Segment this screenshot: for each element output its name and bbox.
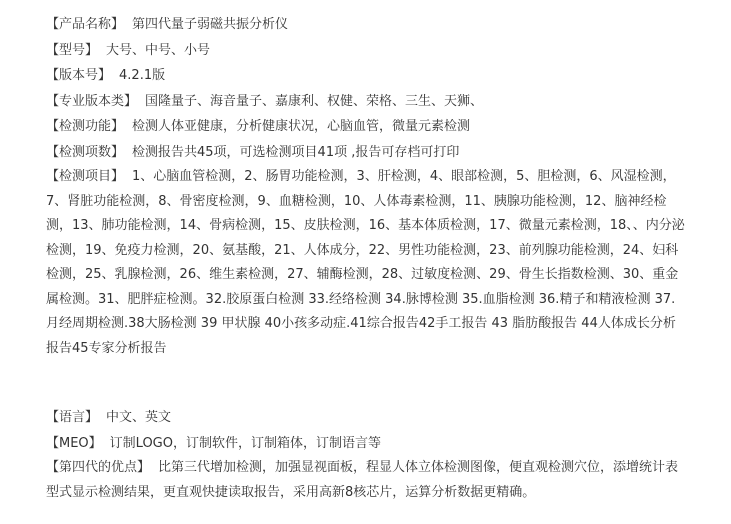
- product-name-label: 【产品名称】: [46, 17, 125, 32]
- test-items-label: 【检测项目】: [46, 169, 125, 184]
- function-row: [46, 114, 686, 140]
- edition-label: 【专业版本类】: [46, 93, 138, 109]
- oem-label: 【MEO】: [46, 435, 102, 451]
- language-value: 中文、英文: [106, 410, 172, 425]
- product-name-value: 第四代量子弱磁共振分析仪: [132, 17, 289, 32]
- oem-row: [46, 431, 686, 457]
- model-label: 【型号】: [46, 42, 99, 58]
- test-items-paragraph: [46, 165, 686, 361]
- edition-value: 国隆量子、海音量子、嘉康利、权健、荣格、三生、天狮、: [145, 93, 484, 109]
- model-row: [46, 38, 686, 64]
- oem-value: 订制LOGO，订制软件，订制箱体，订制语言等: [109, 435, 381, 451]
- section-spacer: [46, 361, 686, 405]
- function-value: 检测人体亚健康，分析健康状况，心脑血管，微量元素检测: [132, 119, 471, 134]
- product-name-row: [46, 12, 686, 38]
- test-items-value: 1、心脑血管检测，2、肠胃功能检测，3、肝检测，4、眼部检测，5、胆检测，6、风湿检测，7、肾脏功能检测，8、骨密度检测，9、血糖检测，10、人体毒素检测，11、胰腺功能检测，12、脑神经检测，13、肺功能检测，14、骨病检测，15、皮肤检测，16、基本体质检测，17、微量元素检测，18、、内分泌检测，19、免疫力检测，20、氨基酸，21、人体成分，22、男性功能检测，23、前列腺功能检测，24、妇科检测，25、乳腺检测，26、维生素检测，27、辅酶检测，28、过敏度检测、29、骨生长指数检测、30、重金属检测。31、肥胖症检测。32.胶原蛋白检测 33.经络检测 34.脉博检测 35.血脂检测 36.精子和精液检测 37. 月经周期检测.38大肠检测 39 甲状腺 40小孩多动症.41综合报告42手工报告 43 脂肪酸报告 44人体成长分析报告45专家分析报告: [46, 169, 685, 356]
- version-value: 4.2.1版: [119, 68, 166, 83]
- item-count-label: 【检测项数】: [46, 144, 125, 160]
- item-count-value: 检测报告共45项，可选检测项目41项 ,报告可存档可打印: [132, 144, 460, 160]
- item-count-row: [46, 140, 686, 166]
- function-label: 【检测功能】: [46, 119, 125, 134]
- advantages-value: 比第三代增加检测，加强显视面板，程显人体立体检测图像，便直观检测穴位，添增统计表型式显示检测结果，更直观快捷读取报告，采用高新8核芯片，运算分析数据更精确。: [46, 460, 679, 500]
- language-label: 【语言】: [46, 410, 99, 425]
- model-value: 大号、中号、小号: [106, 42, 211, 58]
- version-label: 【版本号】: [46, 68, 112, 83]
- language-row: [46, 405, 686, 431]
- edition-row: [46, 89, 686, 115]
- advantages-paragraph: [46, 456, 686, 505]
- advantages-label: 【第四代的优点】: [46, 460, 151, 475]
- product-spec-document: [46, 12, 686, 505]
- version-row: [46, 63, 686, 89]
